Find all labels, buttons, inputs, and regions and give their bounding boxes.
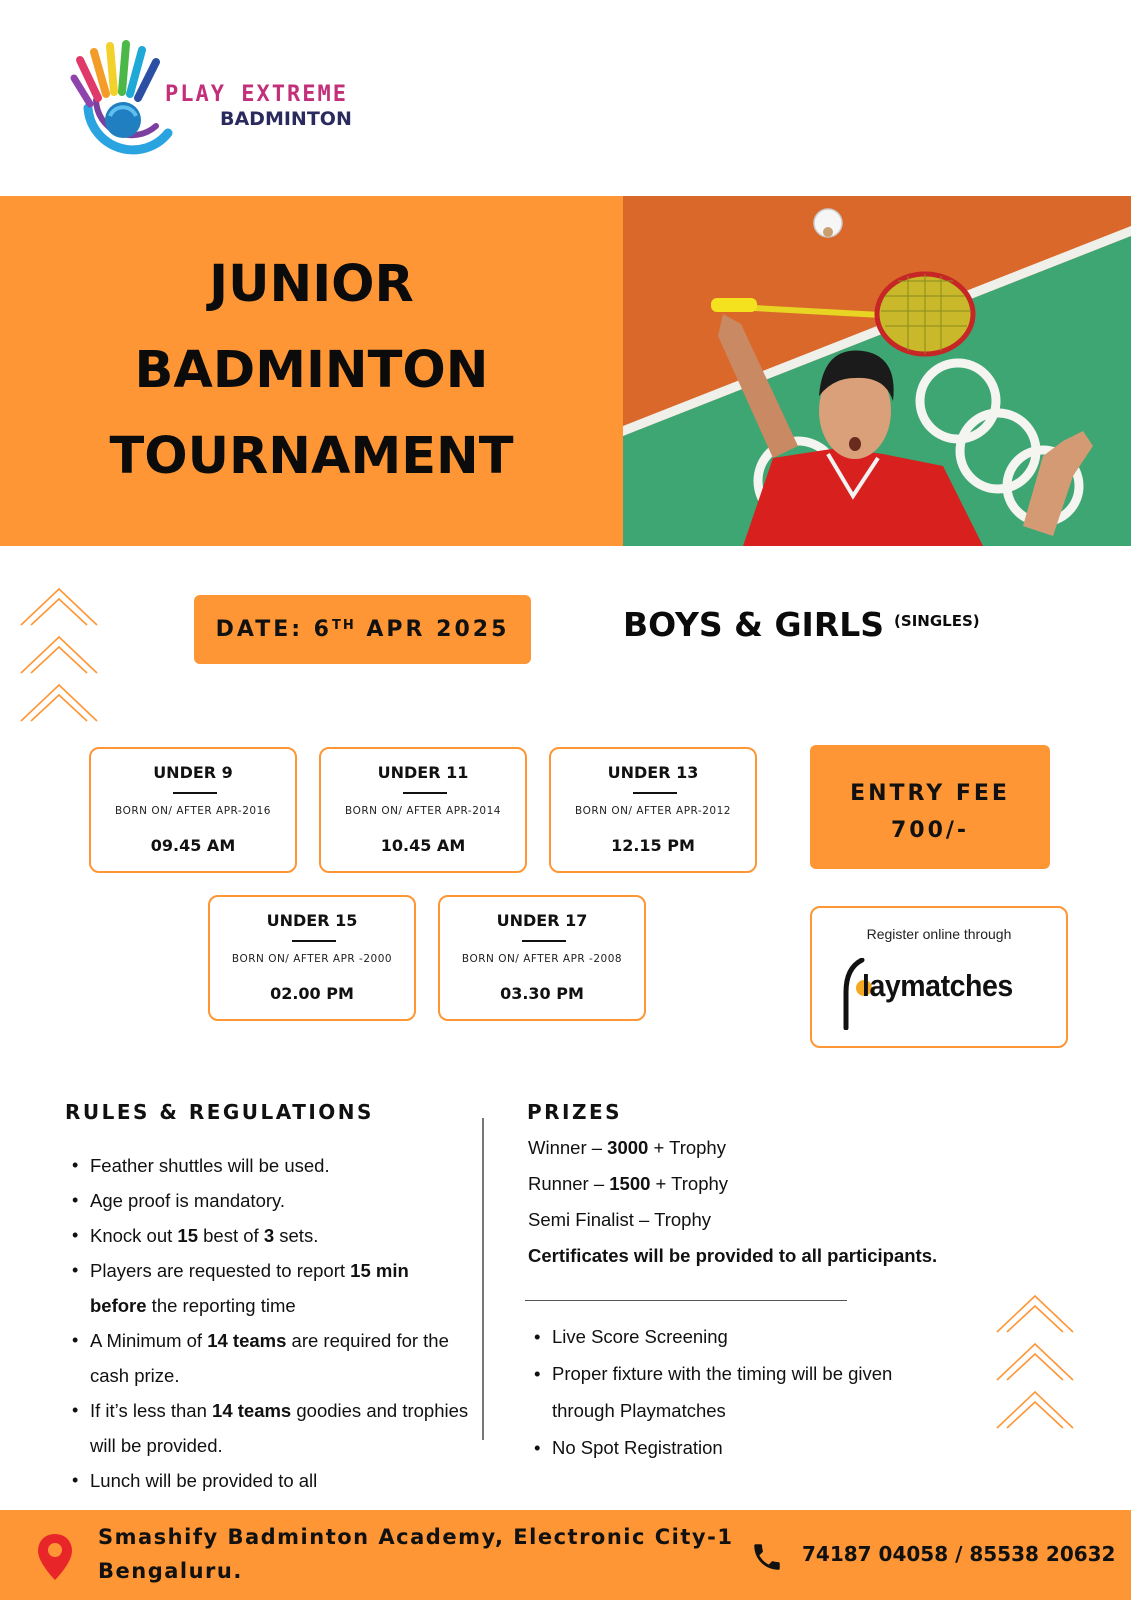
- contact-phone[interactable]: 74187 04058 / 85538 20632: [802, 1542, 1116, 1566]
- audience-main: BOYS & GIRLS: [623, 605, 885, 644]
- category-card-under-17: [438, 895, 646, 1021]
- shuttlecock-logo-icon: [68, 38, 178, 163]
- category-time: 12.15 PM: [611, 836, 695, 855]
- date-rest: APR 2025: [355, 617, 510, 642]
- category-divider: [633, 792, 677, 794]
- prizes-list: [528, 1130, 937, 1274]
- hero-title-panel: [0, 196, 623, 546]
- category-time: 02.00 PM: [270, 984, 354, 1003]
- category-name: UNDER 17: [496, 911, 588, 930]
- category-name: UNDER 15: [266, 911, 358, 930]
- category-divider: [173, 792, 217, 794]
- title-line-3: TOURNAMENT: [109, 427, 514, 486]
- entry-fee-amount: 700/-: [890, 818, 970, 843]
- prize-item: Semi Finalist – Trophy: [528, 1209, 712, 1230]
- category-born: BORN ON/ AFTER APR-2012: [575, 805, 731, 817]
- category-name: UNDER 11: [377, 763, 469, 782]
- venue-address-line1: Smashify Badminton Academy, Electronic City-1: [98, 1525, 734, 1549]
- rules-heading: RULES & REGULATIONS: [65, 1100, 374, 1124]
- chevron-up-decoration-icon: [17, 573, 101, 723]
- category-card-under-13: [549, 747, 757, 873]
- extras-list: [532, 1318, 952, 1466]
- extra-item: • Live Score Screening: [532, 1318, 952, 1355]
- tournament-date: [194, 595, 531, 664]
- playmatches-logo-text: laymatches: [862, 968, 1013, 1003]
- chevron-up-decoration-icon-right: [993, 1280, 1077, 1430]
- register-text: Register online through: [866, 926, 1012, 942]
- audience-sub: (SINGLES): [894, 612, 980, 630]
- brand-name-line2: BADMINTON: [220, 108, 352, 130]
- hero-banner: [0, 196, 1131, 546]
- rule-item: • If it’s less than 14 teams goodies and trophies will be provided.: [70, 1393, 470, 1463]
- date-prefix: DATE: 6: [215, 617, 332, 642]
- category-time: 10.45 AM: [380, 836, 466, 855]
- category-divider: [403, 792, 447, 794]
- rule-item: • Knock out 15 best of 3 sets.: [70, 1218, 470, 1253]
- brand-logo: [68, 38, 358, 163]
- title-line-1: JUNIOR: [209, 255, 414, 314]
- category-born: BORN ON/ AFTER APR -2008: [461, 953, 623, 965]
- category-divider: [292, 940, 336, 942]
- tournament-title: [109, 242, 513, 500]
- certificate-note: Certificates will be provided to all participants.: [528, 1245, 938, 1266]
- title-line-2: BADMINTON: [134, 341, 489, 400]
- entry-fee-label: ENTRY FEE: [850, 781, 1010, 806]
- location-pin-icon: [36, 1532, 74, 1582]
- prize-item: Winner – 3000 + Trophy: [528, 1137, 726, 1158]
- rule-item: • Age proof is mandatory.: [70, 1183, 470, 1218]
- category-born: BORN ON/ AFTER APR -2000: [231, 953, 393, 965]
- category-time: 09.45 AM: [150, 836, 236, 855]
- extra-item: • Proper fixture with the timing will be given through Playmatches: [532, 1355, 952, 1429]
- player-photo: [623, 196, 1131, 546]
- prize-item: Runner – 1500 + Trophy: [528, 1173, 729, 1194]
- prizes-divider: [525, 1300, 847, 1301]
- category-born: BORN ON/ AFTER APR-2014: [345, 805, 501, 817]
- rules-list: [70, 1148, 470, 1498]
- rule-item: • Feather shuttles will be used.: [70, 1148, 470, 1183]
- prizes-heading: PRIZES: [527, 1100, 623, 1124]
- category-name: UNDER 9: [153, 763, 233, 782]
- venue-address-line2: Bengaluru.: [98, 1559, 243, 1583]
- phone-icon: [750, 1540, 784, 1574]
- rule-item: • A Minimum of 14 teams are required for the cash prize.: [70, 1323, 470, 1393]
- badminton-player-image: [623, 196, 1131, 546]
- category-time: 03.30 PM: [500, 984, 584, 1003]
- rule-item: • Players are requested to report 15 min before the reporting time: [70, 1253, 470, 1323]
- category-card-under-15: [208, 895, 416, 1021]
- category-born: BORN ON/ AFTER APR-2016: [115, 805, 271, 817]
- rule-item: • Lunch will be provided to all: [70, 1463, 470, 1498]
- brand-name-line1: PLAY EXTREME: [165, 82, 348, 107]
- register-box[interactable]: [810, 906, 1068, 1048]
- category-card-under-9: [89, 747, 297, 873]
- column-divider: [482, 1118, 484, 1440]
- category-name: UNDER 13: [607, 763, 699, 782]
- footer-bar: [0, 1510, 1131, 1600]
- audience-label: [623, 605, 980, 644]
- category-card-under-11: [319, 747, 527, 873]
- extra-item: • No Spot Registration: [532, 1429, 952, 1466]
- date-suffix: TH: [332, 618, 356, 633]
- category-divider: [522, 940, 566, 942]
- entry-fee-box: [810, 745, 1050, 869]
